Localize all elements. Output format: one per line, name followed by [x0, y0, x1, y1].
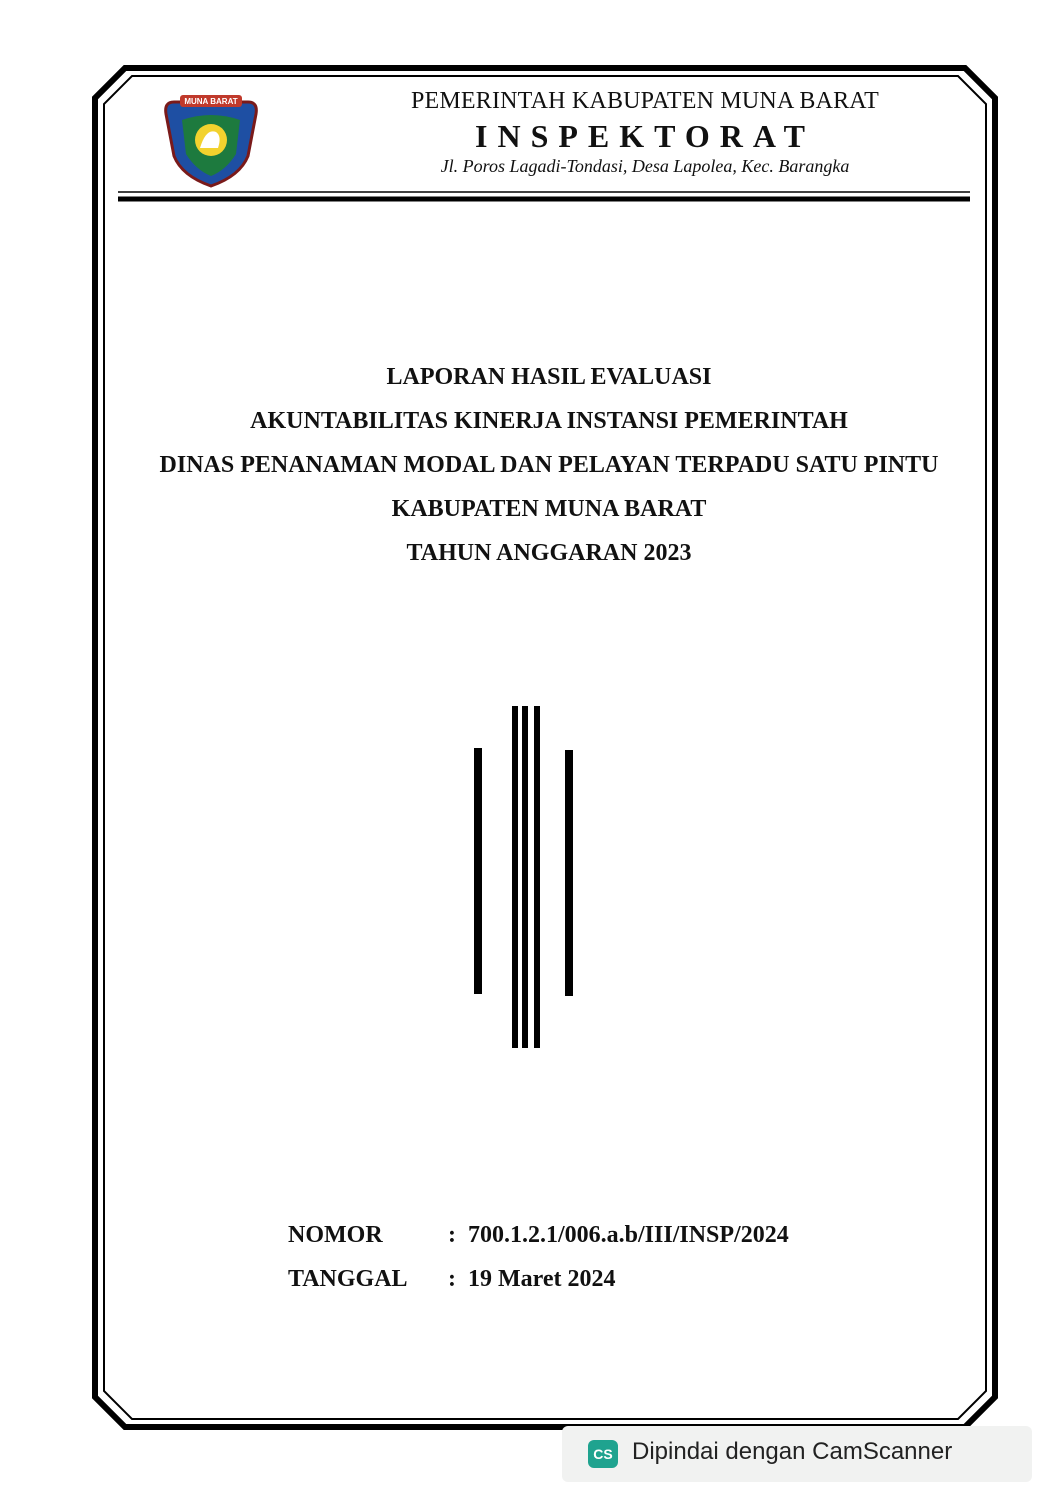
- date-colon: :: [448, 1266, 456, 1292]
- agency-address: Jl. Poros Lagadi-Tondasi, Desa Lapolea, Kec. Barangka: [440, 156, 850, 176]
- svg-text:MUNA BARAT: MUNA BARAT: [184, 97, 238, 106]
- date-value: 19 Maret 2024: [468, 1266, 616, 1292]
- number-colon: :: [448, 1222, 456, 1248]
- title-line: DINAS PENANAMAN MODAL DAN PELAYAN TERPADU SATU PINTU: [159, 452, 939, 478]
- date-label: TANGGAL: [288, 1266, 408, 1292]
- title-line: AKUNTABILITAS KINERJA INSTANSI PEMERINTAH: [250, 408, 848, 434]
- muna-barat-emblem-icon: [160, 92, 262, 188]
- scanner-watermark: [562, 1426, 1032, 1482]
- government-name: PEMERINTAH KABUPATEN MUNA BARAT: [410, 88, 880, 114]
- number-label: NOMOR: [288, 1222, 383, 1248]
- title-line: LAPORAN HASIL EVALUASI: [386, 364, 712, 390]
- agency-name: INSPEKTORAT: [475, 118, 815, 154]
- bar-ornament: [474, 706, 573, 1048]
- camscanner-icon: CS: [588, 1440, 618, 1468]
- title-line: TAHUN ANGGARAN 2023: [406, 540, 692, 566]
- title-line: KABUPATEN MUNA BARAT: [391, 496, 707, 522]
- scanner-text: Dipindai dengan CamScanner: [632, 1438, 953, 1465]
- number-value: 700.1.2.1/006.a.b/III/INSP/2024: [468, 1222, 789, 1248]
- report-title: [96, 355, 1002, 575]
